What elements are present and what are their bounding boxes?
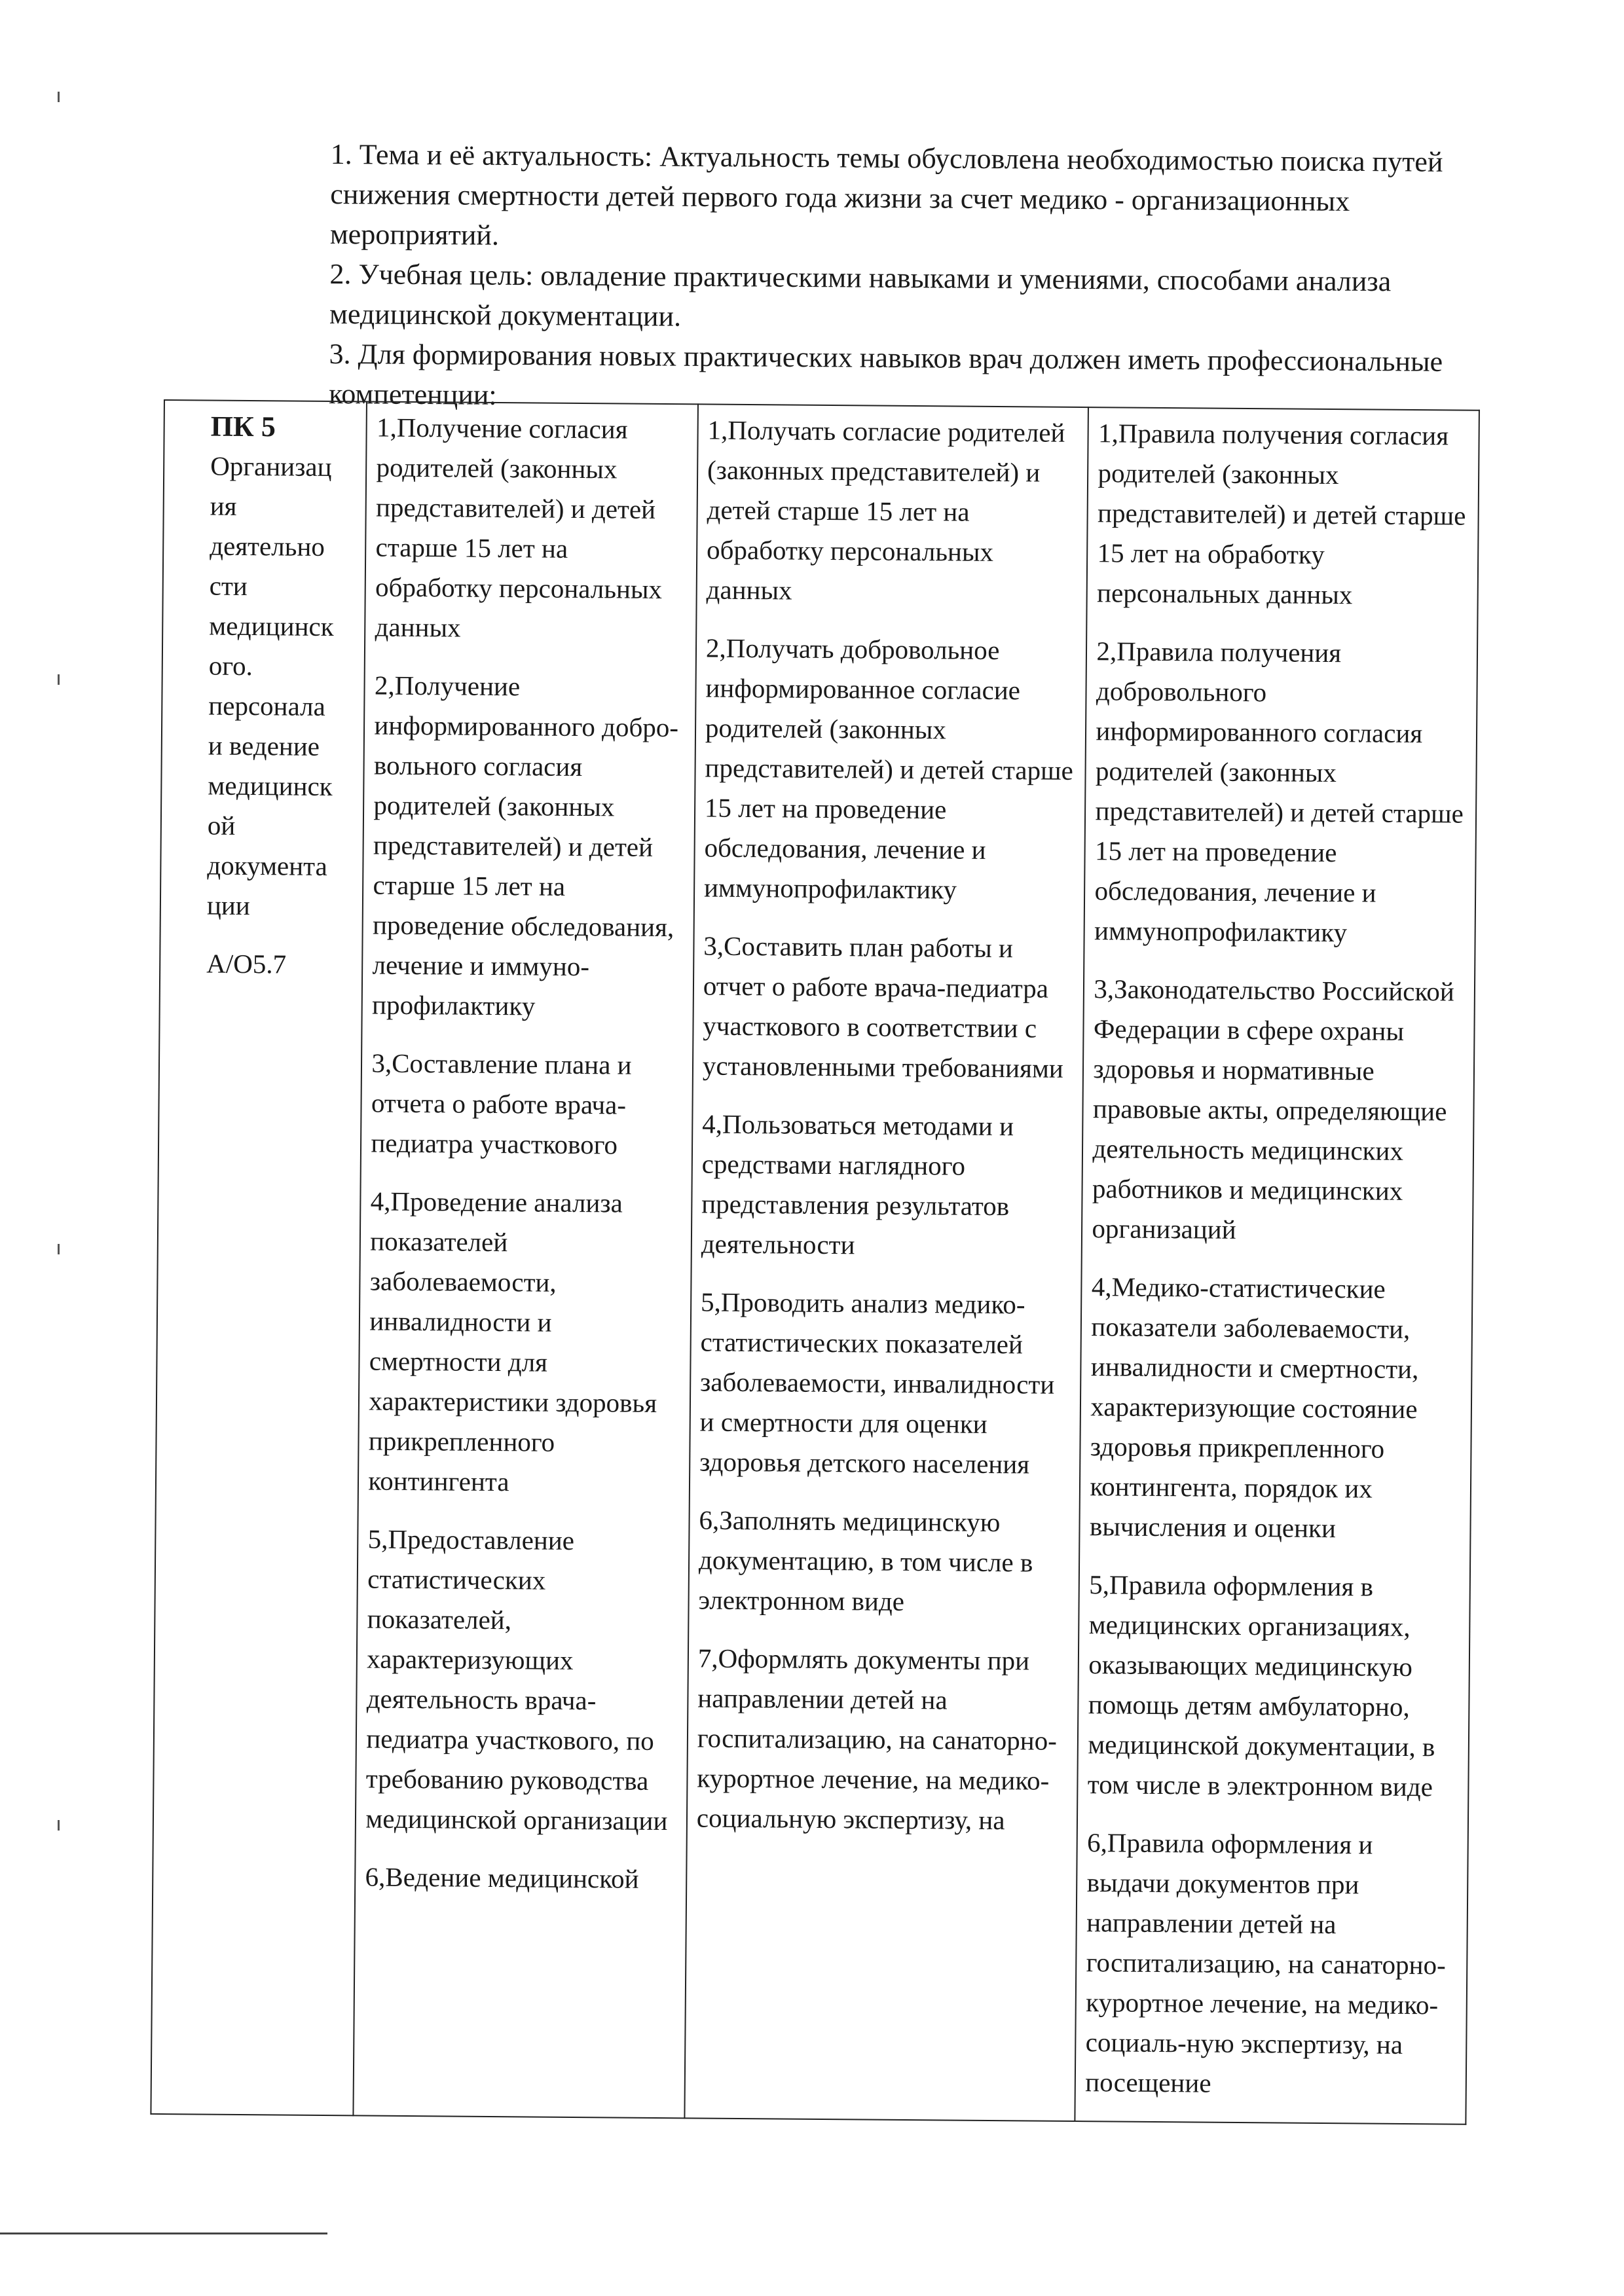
list-item: 7,Оформлять документы при направлении детей на госпитализацию, на санаторно-курортное лечение, на медико-социальную экспертизу, на: [696, 1643, 1058, 1836]
list-item: 2,Получение информированного добро-вольного согласия родителей (законных представителей) и детей старше 15 лет на проведение обследования, лечение и иммуно-профилактику: [371, 670, 679, 1021]
table-row: [151, 400, 1479, 2124]
footer-rule: [0, 2232, 327, 2234]
topic-paragraph: 1. Тема и её актуальность: Актуальность темы обусловлена необходимостью поиска путей снижения смертности детей первого года жизни за счет медико - организационных мероприятий.: [329, 137, 1443, 251]
list-item: 2,Получать добровольное информированное согласие родителей (законных представителей) и детей старше 15 лет на проведение обследования, лечение и иммунопрофилактику: [703, 632, 1074, 905]
goal-paragraph: 2. Учебная цель: овладение практическими навыками и умениями, способами анализа медицинской документации.: [329, 257, 1392, 333]
scan-mark: [58, 674, 60, 685]
list-item: 2,Правила получения добровольного информированного согласия родителей (законных представителей) и детей старше 15 лет на проведение обследования, лечение и иммунопрофилактику: [1094, 636, 1464, 948]
function-code: А/О5.7: [206, 948, 287, 979]
list-item: 4,Медико-статистические показатели заболеваемости, инвалидности и смертности, характеризующие состояние здоровья прикрепленного контингента, порядок их вычисления и оценки: [1089, 1271, 1419, 1544]
knowledge-cell: [1075, 407, 1479, 2124]
scan-mark: [58, 1820, 60, 1831]
list-item: 1,Правила получения согласия родителей (законных представителей) и детей старше 15 лет на обработку персональных данных: [1096, 418, 1466, 610]
list-item: 1,Получение согласия родителей (законных представителей) и детей старше 15 лет на обработку персональных данных: [375, 412, 663, 643]
list-item: 3,Составить план работы и отчет о работе врача-педиатра участкового в соответствии с установленными требованиями: [702, 930, 1064, 1084]
list-item: 3,Составление плана и отчета о работе врача-педиатра участкового: [371, 1048, 632, 1160]
list-item: 5,Правила оформления в медицинских организациях, оказывающих медицинскую помощь детям амбулаторно, медицинской документации, в том числе в электронном виде: [1087, 1569, 1435, 1802]
list-item: 4,Проведение анализа показателей заболеваемости, инвалидности и смертности для характеристики здоровья прикрепленного контингента: [368, 1186, 657, 1497]
competencies-paragraph: 3. Для формирования новых практических навыков врач должен иметь профессиональные компетенции:: [329, 337, 1443, 411]
list-item: 5,Проводить анализ медико-статистических показателей заболеваемости, инвалидности и смертности для оценки здоровья детского населения: [699, 1286, 1055, 1480]
skills-cell: [684, 404, 1088, 2121]
competency-code: ПК 5: [210, 410, 276, 443]
competency-table: [150, 399, 1480, 2125]
list-item: 4,Пользоваться методами и средствами наглядного представления результатов деятельности: [701, 1108, 1014, 1260]
competency-table-wrapper: [150, 399, 1480, 2125]
list-item: 1,Получать согласие родителей (законных представителей) и детей старше 15 лет на обработку персональных данных: [706, 414, 1065, 606]
scan-mark: [58, 1244, 60, 1254]
intro-section: [329, 134, 1470, 422]
list-item: 5,Предоставление статистических показателей, характеризующих деятельность врача-педиатра участкового, по требованию руководства медицинской организации: [365, 1523, 668, 1836]
scan-mark: [58, 92, 60, 102]
list-item: 3,Законодательство Российской Федерации в сфере охраны здоровья и нормативные правовые акты, определяющие деятельность медицинских работников и медицинских организаций: [1092, 974, 1454, 1245]
actions-cell: [354, 401, 698, 2118]
competency-cell: [151, 400, 367, 2115]
list-item: 6,Заполнять медицинскую документацию, в том числе в электронном виде: [698, 1504, 1033, 1616]
list-item: 6,Ведение медицинской: [365, 1861, 639, 1894]
competency-title: Организац ия деятельно сти медицинск ого. персонала и ведение медицинск ой документа ции: [206, 450, 334, 921]
list-item: 6,Правила оформления и выдачи документов при направлении детей на госпитализацию, на санаторно-курортное лечение, на медико-социаль-ную экспертизу, на посещение: [1085, 1827, 1446, 2098]
